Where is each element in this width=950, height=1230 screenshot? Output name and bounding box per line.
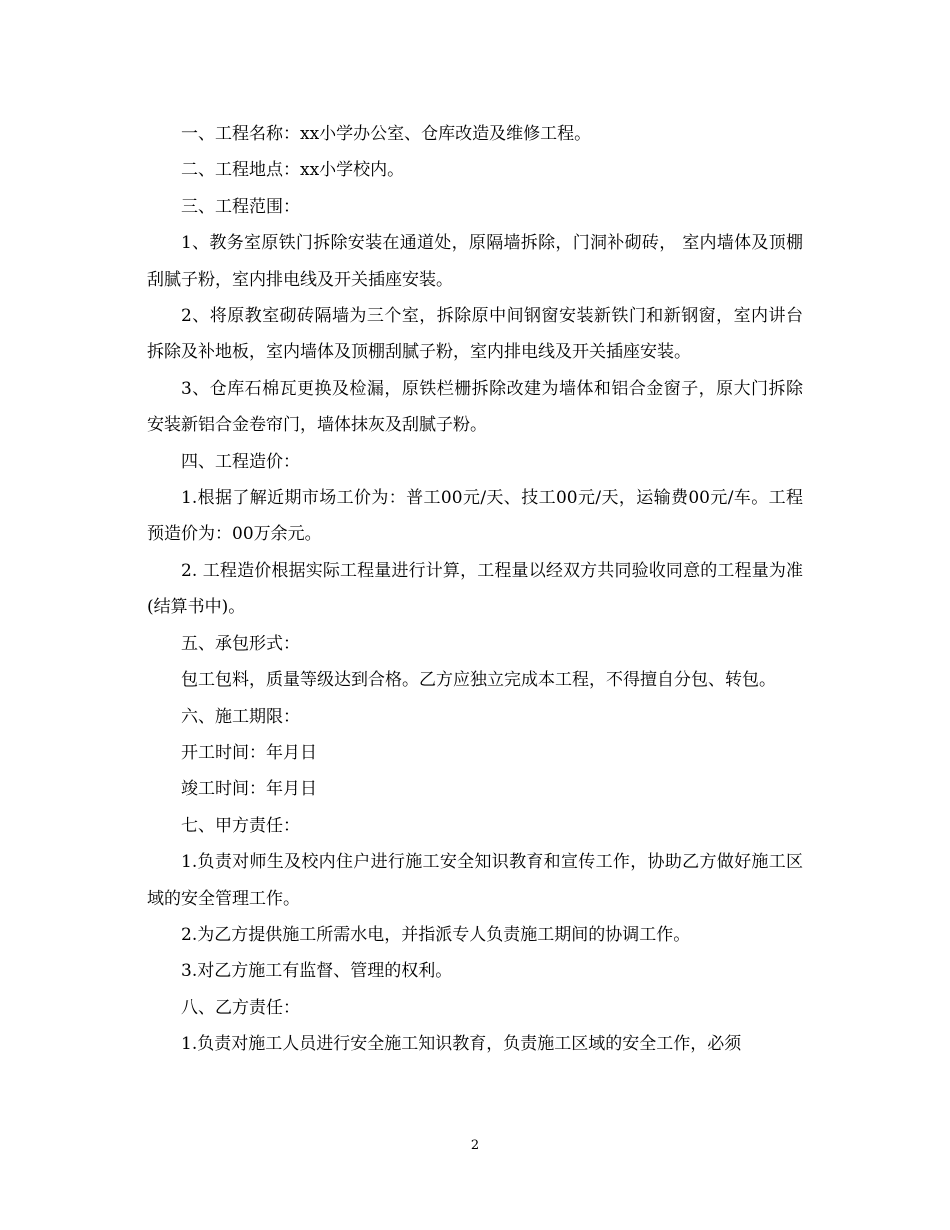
section-heading-party-b-duties: 八、乙方责任： [181, 997, 300, 1018]
section-heading-project-name: 一、工程名称：xx小学办公室、仓库改造及维修工程。 [181, 124, 592, 144]
party-a-duty-2: 2.为乙方提供施工所需水电，并指派专人负责施工期间的协调工作。 [181, 924, 691, 945]
scope-item-3: 3、仓库石棉瓦更换及检漏，原铁栏栅拆除改建为墙体和铝合金窗子，原大门拆除安装新铝合金卷帘门，墙体抹灰及刮腻子粉。 [147, 378, 803, 436]
section-heading-construction-period: 六、施工期限： [181, 706, 300, 727]
document-body [147, 116, 803, 1063]
section-heading-project-cost: 四、工程造价： [181, 451, 300, 472]
section-heading-project-location: 二、工程地点：xx小学校内。 [181, 160, 405, 181]
section-heading-project-scope: 三、工程范围： [181, 196, 300, 217]
start-date-line: 开工时间：年月日 [181, 742, 317, 763]
completion-date-line: 竣工时间：年月日 [181, 779, 317, 800]
contract-form-text: 包工包料，质量等级达到合格。乙方应独立完成本工程，不得擅自分包、转包。 [181, 670, 776, 691]
party-a-duty-1: 1.负责对师生及校内住户进行施工安全知识教育和宣传工作，协助乙方做好施工区域的安全管理工作。 [147, 852, 803, 909]
scope-item-2: 2、将原教室砌砖隔墙为三个室，拆除原中间钢窗安装新铁门和新钢窗，室内讲台拆除及补地板，室内墙体及顶棚刮腻子粉，室内排电线及开关插座安装。 [147, 306, 803, 363]
party-a-duty-3: 3.对乙方施工有监督、管理的权利。 [181, 961, 453, 982]
page-number: 2 [470, 1138, 480, 1153]
cost-item-2: 2. 工程造价根据实际工程量进行计算，工程量以经双方共同验收同意的工程量为准(结算书中)。 [147, 560, 803, 618]
party-b-duty-1: 1.负责对施工人员进行安全施工知识教育，负责施工区域的安全工作，必须 [181, 1034, 742, 1055]
section-heading-contract-form: 五、承包形式： [181, 633, 300, 654]
cost-item-1: 1.根据了解近期市场工价为：普工00元/天、技工00元/天，运输费00元/车。工程预造价为：00万余元。 [147, 488, 803, 545]
scope-item-1: 1、教务室原铁门拆除安装在通道处，原隔墙拆除，门洞补砌砖， 室内墙体及顶棚刮腻子粉，室内排电线及开关插座安装。 [147, 233, 803, 290]
section-heading-party-a-duties: 七、甲方责任： [181, 815, 300, 836]
